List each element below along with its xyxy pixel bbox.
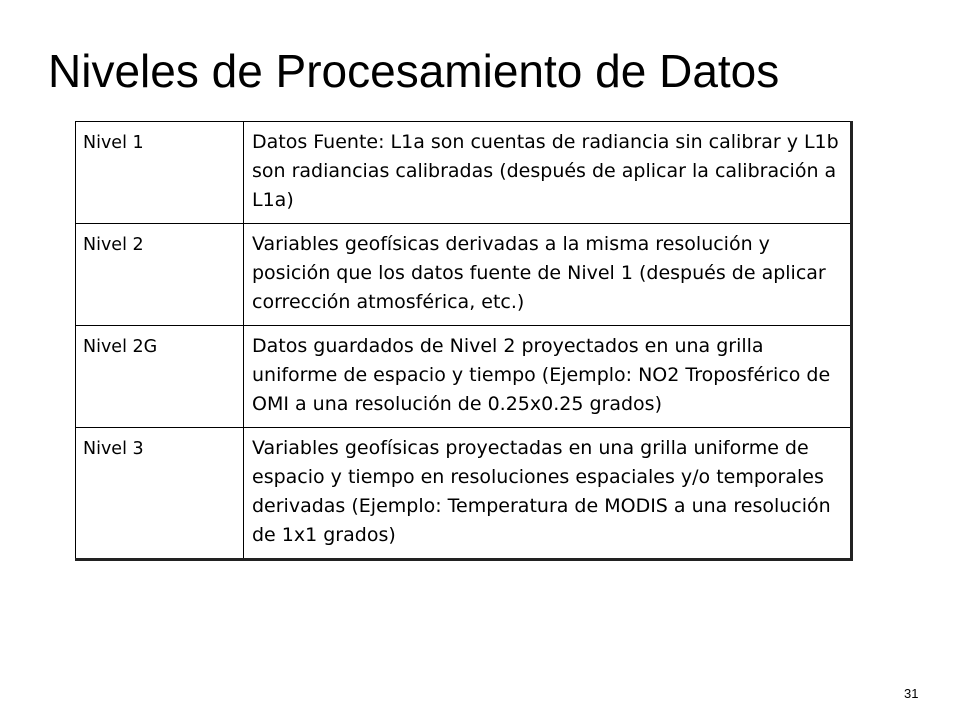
level-description-cell: Datos Fuente: L1a son cuentas de radiancia sin calibrar y L1b son radiancias calibradas (después de aplicar la calibración a L1a) bbox=[244, 122, 852, 224]
level-name-cell: Nivel 1 bbox=[76, 122, 244, 224]
slide-title: Niveles de Procesamiento de Datos bbox=[48, 45, 780, 97]
level-description-cell: Datos guardados de Nivel 2 proyectados en una grilla uniforme de espacio y tiempo (Ejemplo: NO2 Troposférico de OMI a una resolución de 0.25x0.25 grados) bbox=[244, 326, 852, 428]
table-row bbox=[76, 428, 852, 560]
table-row bbox=[76, 224, 852, 326]
table-row bbox=[76, 122, 852, 224]
level-description-cell: Variables geofísicas proyectadas en una grilla uniforme de espacio y tiempo en resoluciones espaciales y/o temporales derivadas (Ejemplo: Temperatura de MODIS a una resolución de 1x1 grados) bbox=[244, 428, 852, 560]
level-description-cell: Variables geofísicas derivadas a la misma resolución y posición que los datos fuente de Nivel 1 (después de aplicar corrección atmosférica, etc.) bbox=[244, 224, 852, 326]
processing-levels-table bbox=[75, 121, 853, 561]
page-number: 31 bbox=[904, 686, 919, 701]
level-name-cell: Nivel 2G bbox=[76, 326, 244, 428]
table-row bbox=[76, 326, 852, 428]
level-name-cell: Nivel 3 bbox=[76, 428, 244, 560]
level-name-cell: Nivel 2 bbox=[76, 224, 244, 326]
